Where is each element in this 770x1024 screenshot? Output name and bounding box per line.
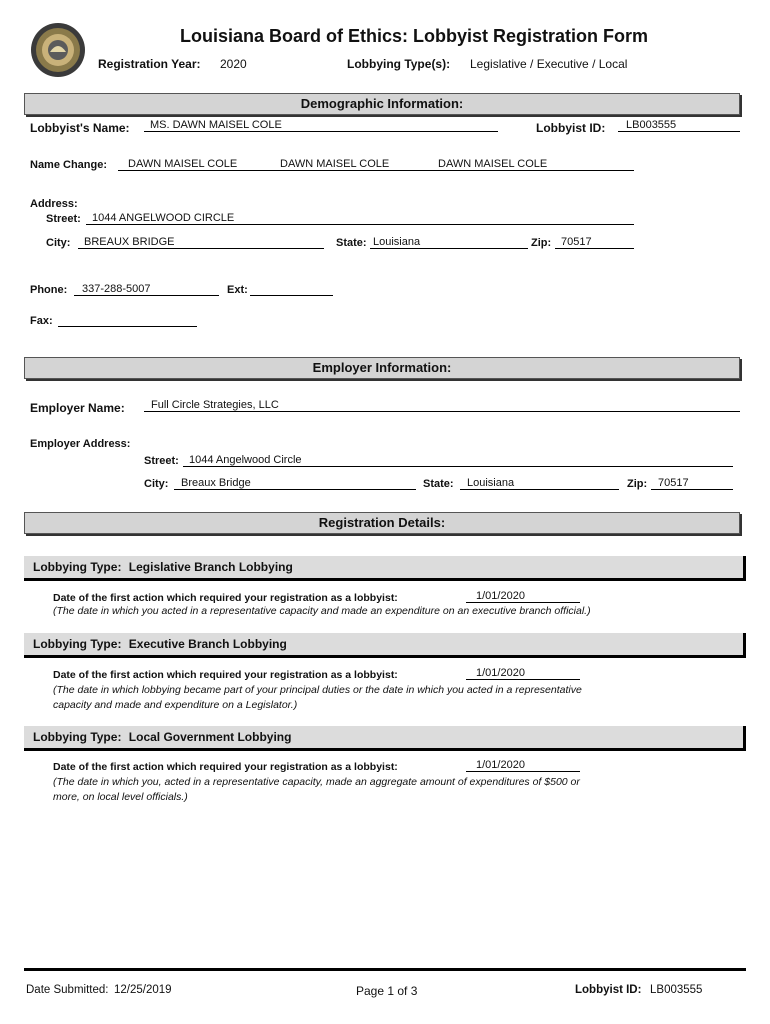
employer-city-value: Breaux Bridge xyxy=(181,477,251,489)
footer-lobbyist-id-value: LB003555 xyxy=(650,984,703,996)
first-action-date-label: Date of the first action which required your registration as a lobbyist: xyxy=(53,669,398,681)
first-action-date-underline xyxy=(466,679,580,680)
first-action-date-underline xyxy=(466,771,580,772)
city-underline xyxy=(78,248,324,249)
registration-section-header: Registration Details: xyxy=(24,512,740,534)
first-action-date-label: Date of the first action which required your registration as a lobbyist: xyxy=(53,592,398,604)
page-number: Page 1 of 3 xyxy=(356,984,418,998)
employer-street-value: 1044 Angelwood Circle xyxy=(189,454,302,466)
first-action-note-continued: more, on local level officials.) xyxy=(53,791,188,803)
lobbyist-name-underline xyxy=(144,131,498,132)
employer-city-underline xyxy=(174,489,416,490)
first-action-note-continued: capacity and made and expenditure on a Legislator.) xyxy=(53,699,298,711)
date-submitted-value: 12/25/2019 xyxy=(114,984,172,996)
employer-state-label: State: xyxy=(423,478,454,490)
state-seal-icon xyxy=(30,22,86,78)
first-action-note: (The date in which lobbying became part of your principal duties or the date in which you acted in a representative xyxy=(53,684,582,696)
phone-value: 337-288-5007 xyxy=(82,283,151,295)
page-title: Louisiana Board of Ethics: Lobbyist Registration Form xyxy=(180,26,649,46)
lobbying-type-prefix: Lobbying Type: xyxy=(33,637,122,651)
phone-label: Phone: xyxy=(30,284,68,296)
employer-zip-value: 70517 xyxy=(658,477,689,489)
employer-zip-underline xyxy=(651,489,733,490)
first-action-note: (The date in which you, acted in a representative capacity, made an aggregate amount of expenditures of $500 or xyxy=(53,776,580,788)
footer-rule xyxy=(24,968,746,971)
fax-underline xyxy=(58,326,197,327)
lobbying-type-prefix: Lobbying Type: xyxy=(33,560,122,574)
fax-label: Fax: xyxy=(30,315,53,327)
first-action-date-value: 1/01/2020 xyxy=(476,667,525,679)
employer-zip-label: Zip: xyxy=(627,478,648,490)
lobbying-type-value: Legislative Branch Lobbying xyxy=(128,560,293,574)
lobbyist-name-label: Lobbyist's Name: xyxy=(30,121,130,135)
ext-underline xyxy=(250,295,333,296)
employer-street-label: Street: xyxy=(144,455,179,467)
name-change-value-1: DAWN MAISEL COLE xyxy=(128,158,238,170)
first-action-date-value: 1/01/2020 xyxy=(476,590,525,602)
employer-state-underline xyxy=(460,489,619,490)
lobbying-type-prefix: Lobbying Type: xyxy=(33,730,122,744)
lobbyist-id-value: LB003555 xyxy=(626,119,677,131)
state-label: State: xyxy=(336,237,367,249)
employer-name-underline xyxy=(144,411,740,412)
name-change-value-2: DAWN MAISEL COLE xyxy=(280,158,390,170)
employer-street-underline xyxy=(183,466,733,467)
street-label: Street: xyxy=(46,213,81,225)
city-value: BREAUX BRIDGE xyxy=(84,236,175,248)
street-value: 1044 ANGELWOOD CIRCLE xyxy=(92,212,235,224)
lobbyist-name-value: MS. DAWN MAISEL COLE xyxy=(150,119,282,131)
zip-underline xyxy=(555,248,634,249)
employer-name-value: Full Circle Strategies, LLC xyxy=(151,399,279,411)
city-label: City: xyxy=(46,237,71,249)
lobbying-type-bar-executive xyxy=(24,633,746,658)
lobbyist-id-label: Lobbyist ID: xyxy=(536,121,606,135)
employer-city-label: City: xyxy=(144,478,169,490)
lobbying-type-value: Executive Branch Lobbying xyxy=(128,637,287,651)
first-action-date-label: Date of the first action which required your registration as a lobbyist: xyxy=(53,761,398,773)
demographic-section-header: Demographic Information: xyxy=(24,93,740,115)
first-action-date-value: 1/01/2020 xyxy=(476,759,525,771)
footer-lobbyist-id-label: Lobbyist ID: xyxy=(575,984,642,996)
lobbying-types-label: Lobbying Type(s): xyxy=(347,57,451,71)
ext-label: Ext: xyxy=(227,284,248,296)
first-action-date-underline xyxy=(466,602,580,603)
name-change-label: Name Change: xyxy=(30,159,108,171)
name-change-value-3: DAWN MAISEL COLE xyxy=(438,158,548,170)
phone-underline xyxy=(74,295,219,296)
state-value: Louisiana xyxy=(373,236,421,248)
lobbying-types-value: Legislative / Executive / Local xyxy=(470,57,628,71)
employer-state-value: Louisiana xyxy=(467,477,515,489)
lobbying-type-value: Local Government Lobbying xyxy=(128,730,292,744)
lobbying-type-bar-local xyxy=(24,726,746,751)
registration-year-label: Registration Year: xyxy=(98,57,201,71)
street-underline xyxy=(86,224,634,225)
registration-year-value: 2020 xyxy=(220,57,247,71)
lobbying-type-bar-legislative xyxy=(24,556,746,581)
first-action-note: (The date in which you acted in a representative capacity and made an expenditure on an executive branch official.) xyxy=(53,605,591,617)
employer-name-label: Employer Name: xyxy=(30,401,125,415)
zip-label: Zip: xyxy=(531,237,552,249)
date-submitted-label: Date Submitted: xyxy=(26,984,109,996)
zip-value: 70517 xyxy=(561,236,592,248)
address-label: Address: xyxy=(30,198,78,210)
employer-address-label: Employer Address: xyxy=(30,438,131,450)
employer-section-header: Employer Information: xyxy=(24,357,740,379)
name-change-underline xyxy=(118,170,634,171)
state-underline xyxy=(370,248,528,249)
lobbyist-id-underline xyxy=(618,131,740,132)
